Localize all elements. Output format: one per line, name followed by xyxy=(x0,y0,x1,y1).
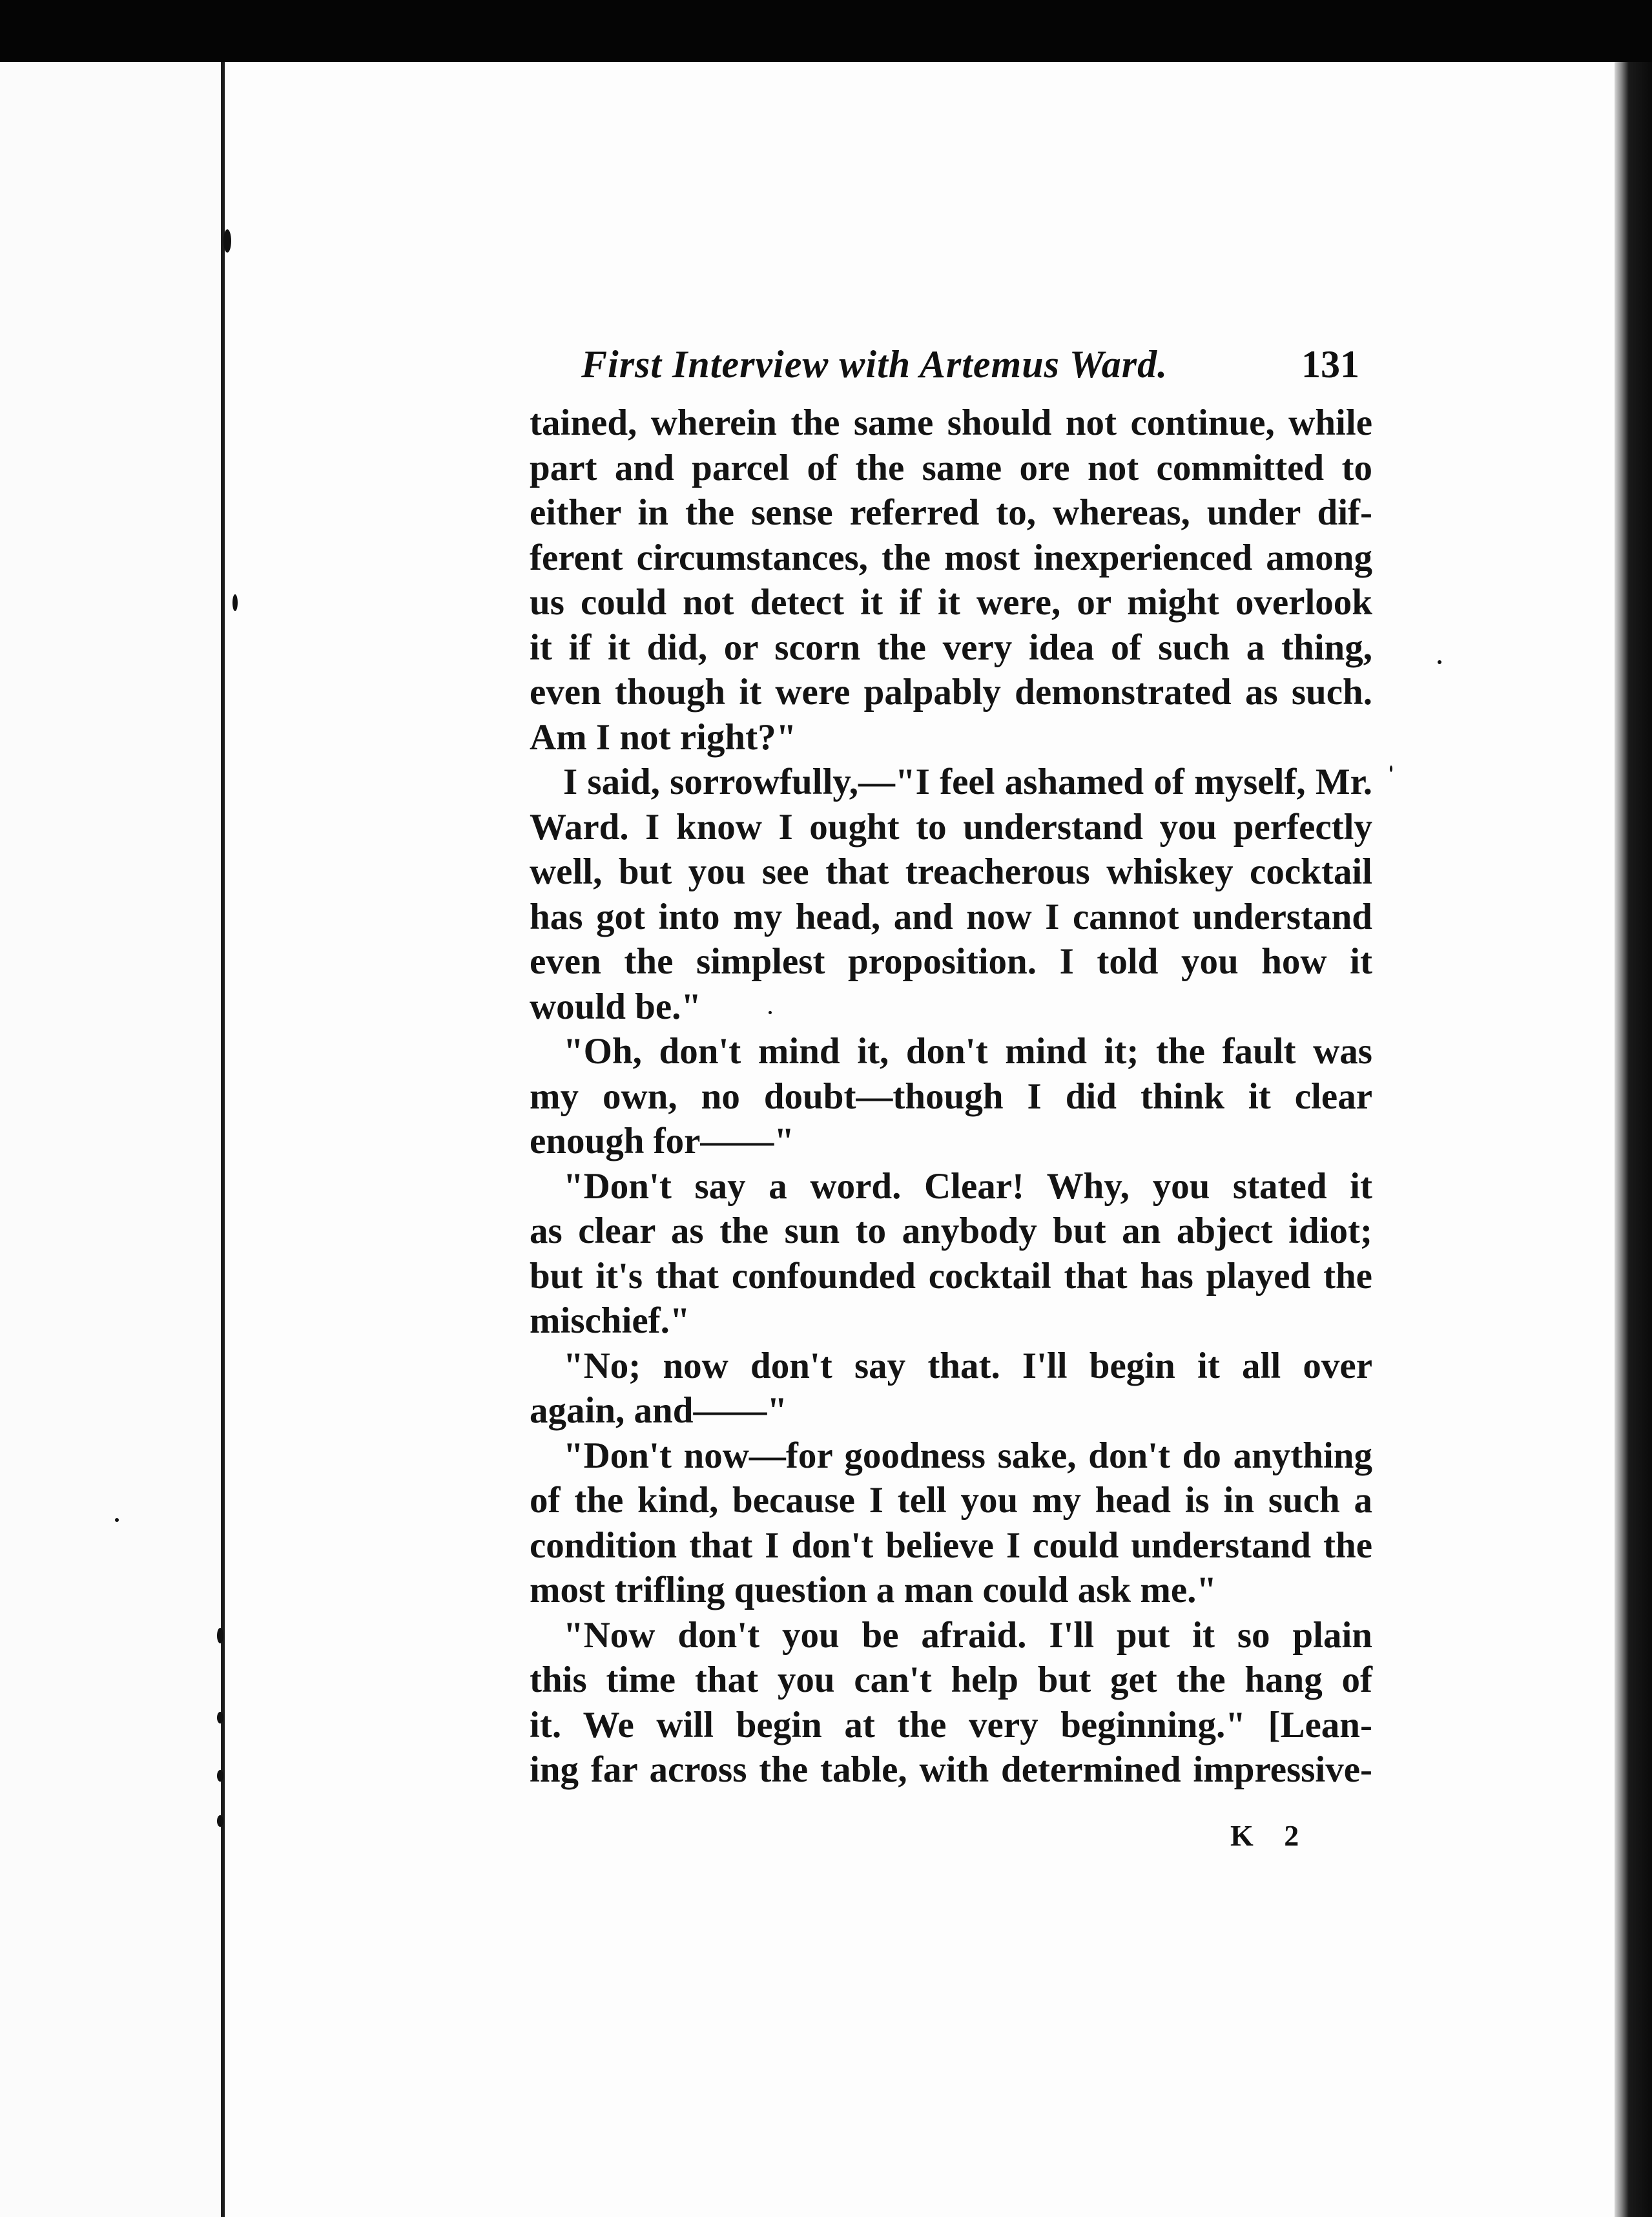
text-line: tained, wherein the same should not continue, while xyxy=(530,402,1372,443)
text-line: but it's that confounded cocktail that has played the xyxy=(530,1255,1372,1296)
text-line: ing far across the table, with determined impressive- xyxy=(530,1749,1372,1790)
text-line: it if it did, or scorn the very idea of such a thing, xyxy=(530,627,1372,668)
scan-speck xyxy=(1390,765,1392,772)
text-line: "Now don't you be afraid. I'll put it so plain xyxy=(563,1614,1372,1656)
scan-speck xyxy=(232,594,238,611)
text-line: well, but you see that treacherous whiskey cocktail xyxy=(530,851,1372,892)
scan-speck xyxy=(217,1628,223,1643)
scan-right-border xyxy=(1615,62,1652,2217)
text-line: would be." xyxy=(530,986,702,1027)
scan-speck xyxy=(217,1712,223,1723)
text-line: has got into my head, and now I cannot understand xyxy=(530,896,1372,937)
text-line: part and parcel of the same ore not committed to xyxy=(530,447,1372,488)
text-line: Am I not right?" xyxy=(530,716,797,758)
text-line: "Don't now—for goodness sake, don't do anything xyxy=(563,1435,1372,1476)
page-header xyxy=(581,329,1359,388)
text-line: this time that you can't help but get the hang of xyxy=(530,1660,1372,1700)
body-text xyxy=(530,401,1372,1793)
text-line: even though it were palpably demonstrated as such. xyxy=(530,672,1372,713)
text-line: again, and——" xyxy=(530,1390,788,1431)
text-line: "No; now don't say that. I'll begin it all over xyxy=(563,1345,1372,1386)
page-number: 131 xyxy=(1301,343,1359,386)
scan-speck xyxy=(217,1770,223,1782)
page-gutter-line xyxy=(221,62,225,2217)
text-line: I said, sorrowfully,—"I feel ashamed of myself, Mr. xyxy=(563,762,1372,802)
scan-top-border xyxy=(0,0,1652,62)
scan-speck xyxy=(1438,660,1441,664)
text-line: most trifling question a man could ask me." xyxy=(530,1570,1217,1610)
text-line: condition that I don't believe I could understand the xyxy=(530,1525,1372,1566)
text-line: "Don't say a word. Clear! Why, you stated it xyxy=(563,1165,1372,1207)
signature-mark: K 2 xyxy=(1230,1819,1311,1852)
text-line: my own, no doubt—though I did think it clear xyxy=(530,1076,1372,1117)
text-line: mischief." xyxy=(530,1300,690,1341)
text-line: Ward. I know I ought to understand you perfectly xyxy=(530,806,1372,848)
text-line: us could not detect it if it were, or might overlook xyxy=(530,582,1372,623)
text-line: ferent circumstances, the most inexperienced among xyxy=(530,537,1372,578)
text-line: of the kind, because I tell you my head is in such a xyxy=(530,1480,1372,1521)
text-line: it. We will begin at the very beginning." [Lean- xyxy=(530,1704,1372,1745)
scan-speck xyxy=(217,1815,223,1827)
scan-speck xyxy=(115,1518,119,1522)
text-line: enough for——" xyxy=(530,1121,795,1161)
text-line: even the simplest proposition. I told you how it xyxy=(530,941,1372,982)
text-line: "Oh, don't mind it, don't mind it; the fault was xyxy=(563,1031,1372,1072)
scan-speck xyxy=(223,229,231,253)
previous-page-edge xyxy=(0,62,226,2217)
running-title: First Interview with Artemus Ward. xyxy=(581,343,1168,386)
text-line: either in the sense referred to, whereas, under dif- xyxy=(530,492,1372,533)
text-line: as clear as the sun to anybody but an abject idiot; xyxy=(530,1211,1372,1251)
